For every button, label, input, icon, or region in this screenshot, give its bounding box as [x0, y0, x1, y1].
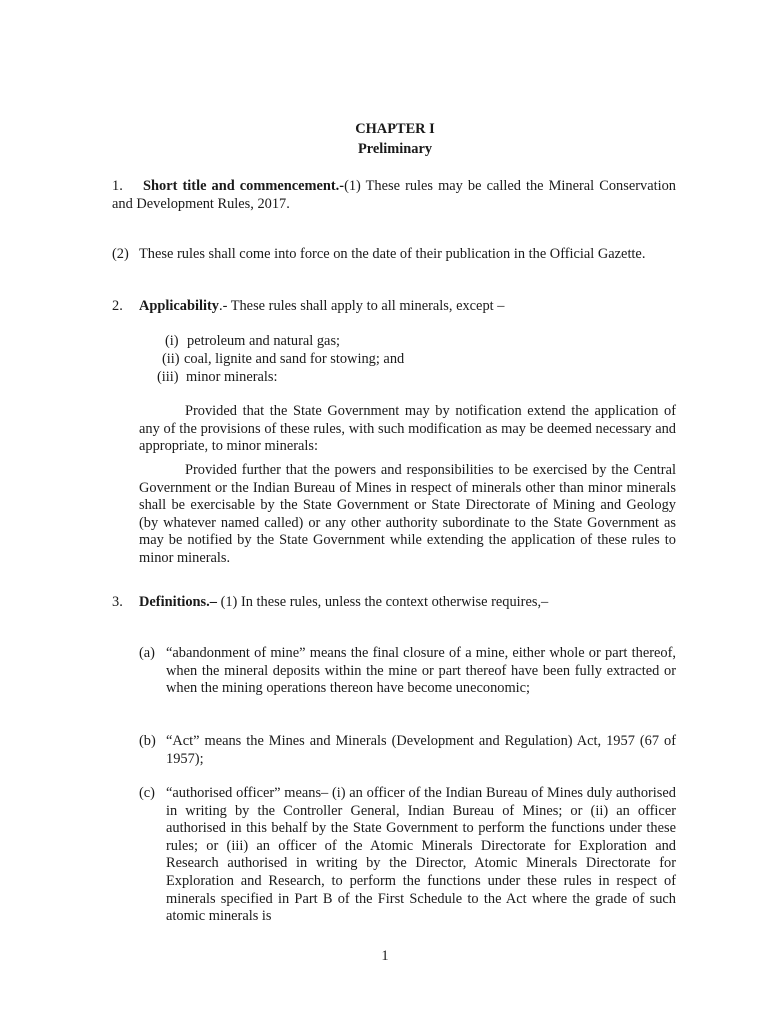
chapter-title: CHAPTER I — [355, 121, 435, 137]
rule-2-text: .- These rules shall apply to all minerals, except – — [218, 298, 505, 314]
chapter-subtitle: Preliminary — [357, 141, 433, 157]
rule-1-text: (1) These rules may be called the Mineral Conservation and Development Rules, 2017. — [112, 178, 676, 212]
definition-a-text: “abandonment of mine” means the final closure of a mine, either whole or part thereof, when the mineral deposits within the mine or part thereof have been fully extracted or when the mining operations thereon have become uneconomic; — [166, 645, 676, 697]
page-number: 1 — [381, 948, 389, 964]
rule-2-item-i-label: (i) — [165, 333, 179, 349]
rule-2-item-iii-label: (iii) — [157, 369, 179, 385]
definition-a-label: (a) — [139, 645, 155, 661]
definition-c-label: (c) — [139, 785, 155, 801]
rule-2-item-ii-label: (ii) — [162, 351, 180, 367]
rule-1 — [112, 178, 676, 213]
rule-2-number: 2. — [112, 298, 123, 314]
definition-b-label: (b) — [139, 733, 156, 749]
rule-2-item-ii-text: coal, lignite and sand for stowing; and — [184, 351, 405, 367]
definition-c-text: “authorised officer” means– (i) an officer of the Indian Bureau of Mines duly authorised in writing by the Controller General, Indian Bureau of Mines; or (ii) an officer authorised in this behalf by the State Government to perform the functions under these rules; or (iii) an officer of the Atomic Minerals Directorate for Exploration and Research authorised in writing by the Director, Atomic Minerals Directorate for Exploration and Research, to perform the functions under these rules in respect of minerals specified in Part B of the First Schedule to the Act where the grade of such atomic minerals is — [166, 785, 676, 925]
rule-3-line — [139, 594, 676, 612]
rule-2-proviso-2-text: Provided further that the powers and responsibilities to be exercised by the Central Government or the Indian Bureau of Mines in respect of minerals other than minor minerals shall be exercisable by the State Government or State Directorate of Mining and Geology (by whatever named called) or any other authority subordinate to the State Government as may be notified by the State Government while extending the application of these rules to minor minerals. — [139, 462, 676, 566]
rule-3-number: 3. — [112, 594, 123, 610]
rule-2-proviso-1 — [139, 403, 676, 456]
rule-2-line — [139, 298, 676, 316]
rule-1-sub2-text: These rules shall come into force on the date of their publication in the Official Gazette. — [139, 246, 646, 262]
rule-2-item-i-text: petroleum and natural gas; — [187, 333, 341, 349]
rule-1-number: 1. — [112, 178, 123, 194]
rule-3-heading: Definitions.– — [139, 594, 217, 610]
rule-2-heading: Applicability — [139, 298, 219, 314]
definition-b-text: “Act” means the Mines and Minerals (Development and Regulation) Act, 1957 (67 of 1957); — [166, 733, 676, 767]
rule-2-proviso-2 — [139, 462, 676, 568]
rule-2-item-iii-text: minor minerals: — [186, 369, 278, 385]
rule-1-sub2-number: (2) — [112, 246, 129, 262]
rule-1-heading: Short title and commencement.- — [143, 178, 345, 194]
rule-3-text: (1) In these rules, unless the context otherwise requires,– — [216, 594, 549, 610]
rule-2-proviso-1-text: Provided that the State Government may by notification extend the application of any of the provisions of these rules, with such modification as may be deemed necessary and appropriate, to minor minerals: — [139, 403, 676, 455]
